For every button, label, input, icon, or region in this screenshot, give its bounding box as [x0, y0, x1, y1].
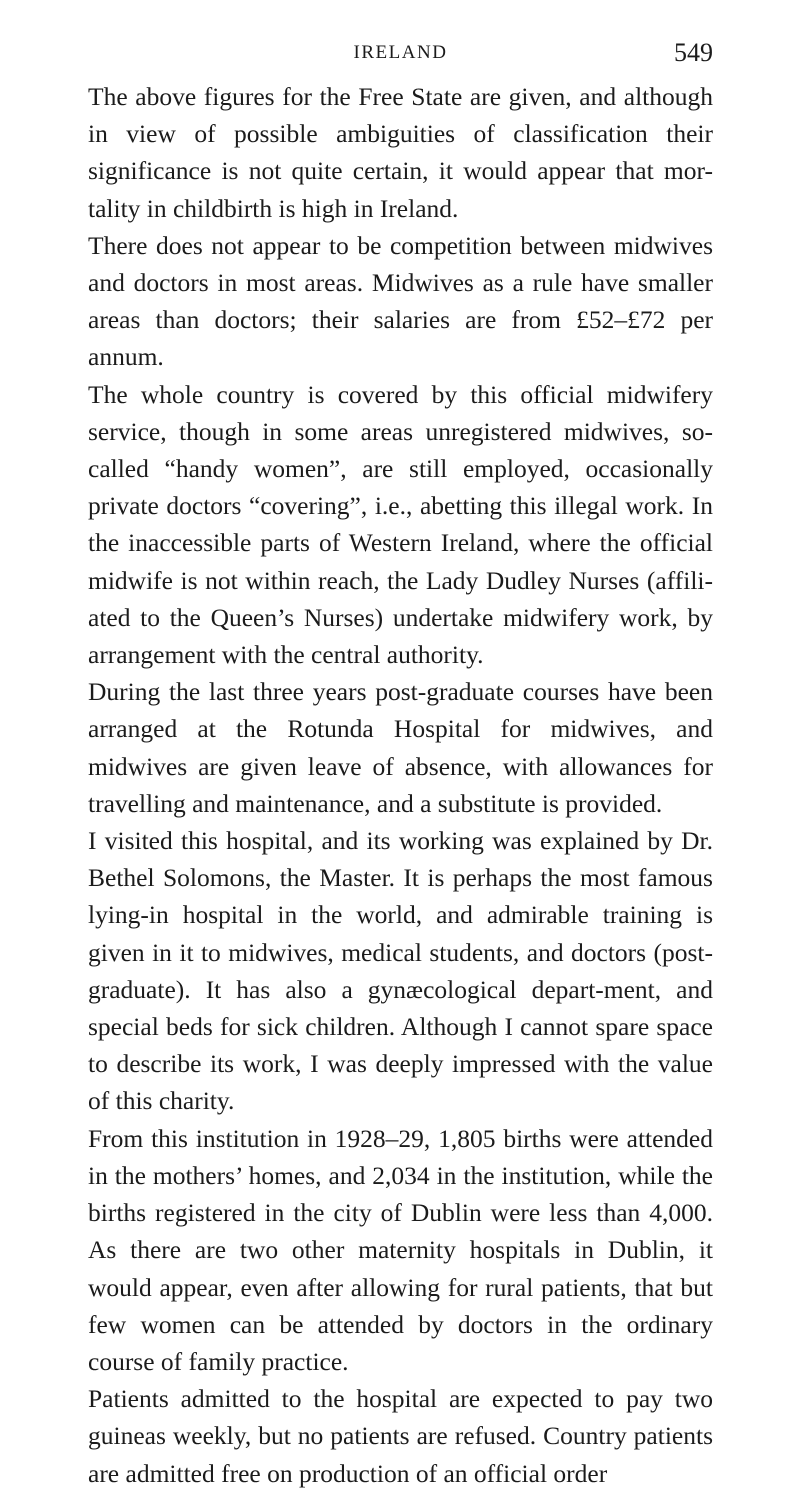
running-title: IRELAND — [353, 42, 448, 63]
paragraph: I visited this hospital, and its working was explained by Dr. Bethel Solomons, the Master. It is perhaps the most famous lying-in hospital in the world, and admirable training is given in it to midwives, medical students, and doctors (post-graduate). It has also a gynæcological depart-ment, and special beds for sick children. Although I cannot spare space to describe its work, I was deeply impressed with the value of this charity. — [88, 826, 713, 1116]
paragraph: From this institution in 1928–29, 1,805 births were attended in the mothers’ homes, and 2,034 in the institution, while the births registered in the city of Dublin were less than 4,000. As there are two other maternity hospitals in Dublin, it would appear, even after allowing for rural patients, that but few women can be attended by doctors in the ordinary course of family practice. — [88, 1123, 713, 1376]
paragraph: Patients admitted to the hospital are expected to pay two guineas weekly, but no patients are refused. Country patients are admitted free on production of an official order — [88, 1384, 713, 1488]
paragraph: There does not appear to be competition between midwives and doctors in most areas. Midwives as a rule have smaller areas than doctors; their salaries are from £52–£72 per annum. — [88, 230, 713, 372]
paragraph: During the last three years post-graduate courses have been arranged at the Rotunda Hospital for midwives, and midwives are given leave of absence, with allowances for travelling and maintenance, and a substitute is provided. — [88, 677, 713, 818]
paragraph: The whole country is covered by this official midwifery service, though in some areas unregistered midwives, so-called “handy women”, are still employed, occasionally private doctors “covering”, i.e., abetting this illegal work. In the inaccessible parts of Western Ireland, where the official midwife is not within reach, the Lady Dudley Nurses (affili-ated to the Queen’s Nurses) undertake midwifery work, by arrangement with the central authority. — [88, 379, 713, 670]
book-page — [88, 38, 713, 1492]
page-number: 549 — [674, 38, 713, 67]
running-head — [88, 38, 713, 78]
paragraph: The above figures for the Free State are given, and although in view of possible ambiguities of classification their significance is not quite certain, it would appear that mor-tality in childbirth is high in Ireland. — [88, 82, 713, 223]
body-text — [88, 78, 713, 1492]
